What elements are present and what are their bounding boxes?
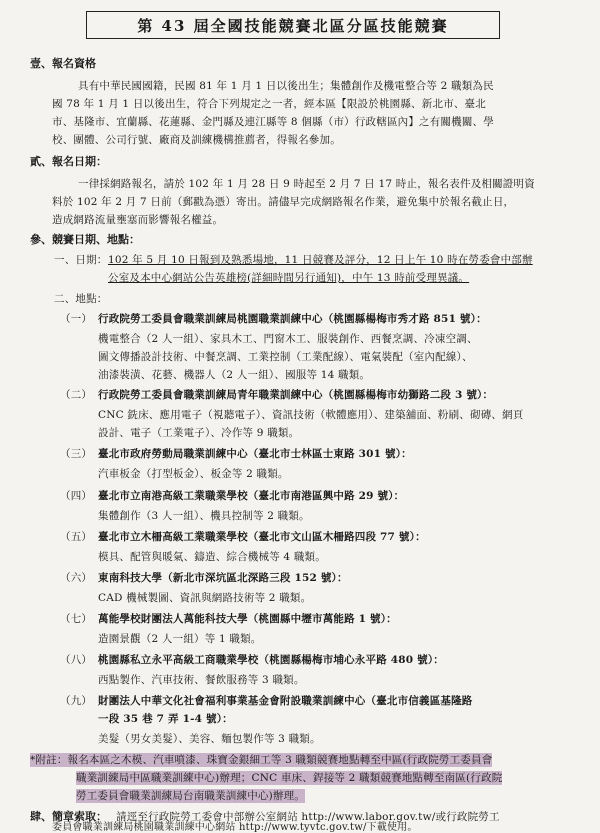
s4-line: 委員會職業訓練局桃園職業訓練中心網站 http://www.tyvtc.gov.tw/下載使用。 [52, 822, 418, 833]
venue-item: 西點製作、汽車技術、餐飲服務等 3 職類。 [98, 674, 305, 686]
venue-name-cont: 一段 35 巷 7 弄 1-4 號）： [98, 713, 233, 725]
s1-line: 市、基隆市、宜蘭縣、花蓮縣、金門縣及連江縣等 8 個縣（市）行政轄區內】之有關機關、學 [52, 116, 494, 128]
place-heading: 二、地點： [54, 293, 108, 305]
section-4-heading: 肆、簡章索取： [30, 810, 107, 823]
venue-no: （五） [60, 531, 93, 543]
note-line: 勞工委員會職業訓練局台南職業訓練中心)辦理。 [76, 790, 305, 802]
venue-item: 圖文傳播設計技術、中餐烹調、工業控制（工業配線）、電氣裝配（室內配線）、 [98, 351, 473, 363]
date-line: 102 年 5 月 10 日報到及熟悉場地，11 日競賽及評分，12 日上午 10 時在勞委會中部辦 [108, 254, 533, 266]
venue-name: 臺北市立南港高級工業職業學校（臺北市南港區興中路 29 號）： [98, 490, 405, 502]
venue-no: （三） [60, 448, 93, 460]
venue-no: （四） [60, 490, 93, 502]
venue-name: 行政院勞工委員會職業訓練局青年職業訓練中心（桃園縣楊梅市幼獅路二段 3 號）： [98, 389, 494, 401]
venue-item: CAD 機械製圖、資訊與網路技術等 2 職類。 [98, 592, 312, 604]
venue-no: （七） [60, 613, 93, 625]
section-2-heading: 貳、報名日期： [30, 155, 107, 168]
venue-name: 行政院勞工委員會職業訓練局桃園職業訓練中心（桃園縣楊梅市秀才路 851 號）： [98, 313, 487, 325]
venue-item: 機電整合（2 人一組）、家具木工、門窗木工、服裝創作、西餐烹調、冷凍空調、 [98, 333, 478, 345]
note-line: *附註：報名本區之木模、汽車噴漆、珠寶金銀細工等 3 職類競賽地點轉至中區(行政院勞工委員會 [30, 754, 493, 766]
venue-item: 美髮（男女美髮）、美容、麵包製作等 3 職類。 [98, 733, 321, 745]
venue-name: 財團法人中華文化社會福利事業基金會附設職業訓練中心（臺北市信義區基隆路 [98, 695, 473, 707]
s2-line: 一律採網路報名，請於 102 年 1 月 28 日 9 時起至 2 月 7 日 17 時止，報名表件及相關證明資 [78, 178, 535, 190]
s1-line: 校、團體、公司行號、廠商及訓練機構推薦者，得報名參加。 [52, 134, 341, 146]
venue-no: （二） [60, 389, 93, 401]
venue-item: 模具、配管與暖氣、鑄造、綜合機械等 4 職類。 [98, 551, 326, 563]
venue-name: 東南科技大學（新北市深坑區北深路三段 152 號）： [98, 572, 348, 584]
s1-line: 國 78 年 1 月 1 日以後出生，符合下列規定之一者，經本區【限設於桃園縣、新北市、臺北 [52, 98, 486, 110]
venue-item: 油漆裝潢、花藝、機器人（2 人一組）、國服等 14 職類。 [98, 369, 371, 381]
venue-name: 臺北市立木柵高級工業職業學校（臺北市文山區木柵路四段 77 號）： [98, 531, 426, 543]
venue-no: （一） [60, 313, 93, 325]
document-title: 第 43 屆全國技能競賽北區分區技能競賽 [86, 11, 500, 39]
venue-no: （八） [60, 654, 93, 666]
venue-name: 桃園縣私立永平高級工商職業學校（桃園縣楊梅市埔心永平路 480 號）： [98, 654, 444, 666]
section-3-heading: 參、競賽日期、地點： [30, 233, 140, 246]
note-line: 職業訓練局中區職業訓練中心)辦理；CNC 車床、銲接等 2 職類競賽地點轉至南區(行政院 [76, 772, 503, 784]
venue-item: CNC 銑床、應用電子（視聽電子）、資訊技術（軟體應用）、建築舖面、粉刷、砌磚、網頁 [98, 409, 524, 421]
s2-line: 造成網路流量壅塞而影響報名權益。 [52, 214, 224, 226]
date-prefix: 一、日期： [54, 254, 108, 266]
venue-item: 設計、電子（工業電子）、冷作等 9 職類。 [98, 427, 300, 439]
s2-line: 料於 102 年 2 月 7 日前（郵戳為憑）寄出。請儘早完成網路報名作業，避免集中於報名截止日， [52, 196, 515, 208]
section-1-heading: 壹、報名資格 [30, 57, 96, 70]
venue-no: （六） [60, 572, 93, 584]
venue-item: 造園景觀（2 人一組）等 1 職類。 [98, 633, 262, 645]
venue-name: 臺北市政府勞動局職業訓練中心（臺北市士林區士東路 301 號）： [98, 448, 412, 460]
venue-item: 汽車板金（打型板金）、板金等 2 職類。 [98, 468, 289, 480]
s4-line: 請逕至行政院勞工委會中部辦公室網站 http://www.labor.gov.tw/或行政院勞工 [116, 811, 500, 823]
venue-name: 萬能學校財團法人萬能科技大學（桃園縣中壢市萬能路 1 號）： [98, 613, 397, 625]
date-line: 公室及本中心網站公告英雄榜(詳細時間另行通知)，中午 13 時前受理異議。 [108, 272, 470, 284]
venue-item: 集體創作（3 人一組）、機具控制等 2 職類。 [98, 510, 310, 522]
s1-line: 具有中華民國國籍，民國 81 年 1 月 1 日以後出生；集體創作及機電整合等 2 職類為民 [78, 80, 494, 92]
venue-no: （九） [60, 695, 93, 707]
